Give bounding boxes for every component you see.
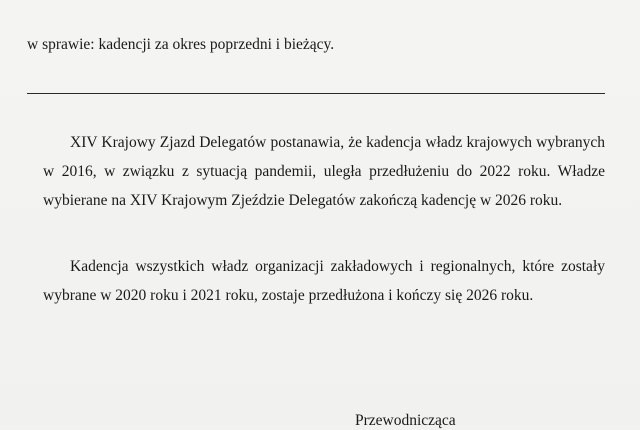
paragraph-term-local: Kadencja wszystkich władz organizacji zakładowych i regionalnych, które zostały wybrane w 2020 roku i 2021 roku, zostaje przedłużona i kończy się 2026 roku.: [43, 258, 605, 304]
subject-line: w sprawie: kadencji za okres poprzedni i bieżący.: [27, 36, 335, 53]
signature-title: Przewodnicząca: [355, 412, 456, 429]
separator-rule: [27, 93, 605, 94]
paragraph-term-national: XIV Krajowy Zjazd Delegatów postanawia, że kadencja władz krajowych wybranych w 2016, w związku z sytuacją pandemii, uległa przedłużeniu do 2022 roku. Władze wybierane na XIV Krajowym Zjeździe Delegatów zakończą kadencję w 2026 roku.: [43, 134, 605, 209]
